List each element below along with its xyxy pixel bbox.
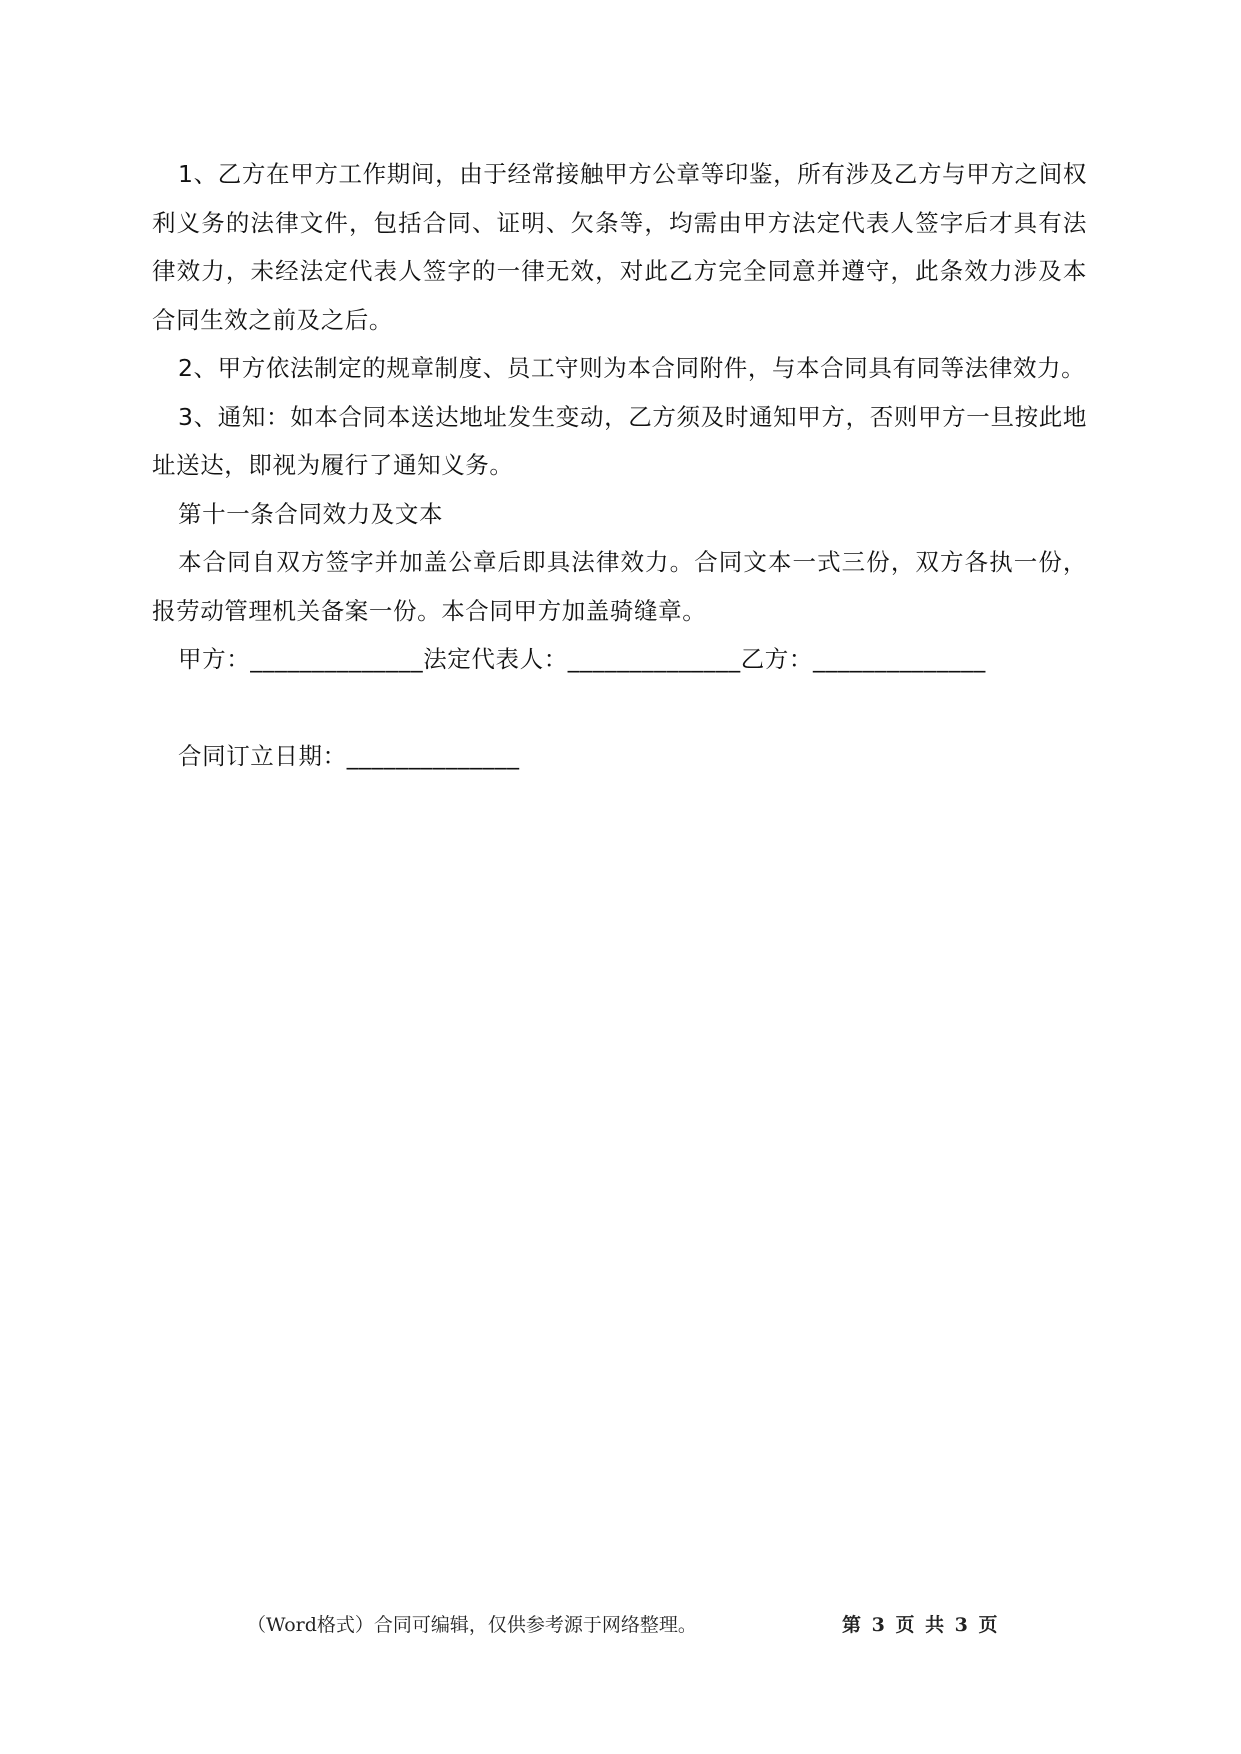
- date-line: 合同订立日期：______________: [178, 741, 520, 770]
- article-heading: 第十一条合同效力及文本: [178, 499, 444, 528]
- effect-paragraph: 本合同自双方签字并加盖公章后即具法律效力。合同文本一式三份，双方各执一份，报劳动管理机关备案一份。本合同甲方加盖骑缝章。: [152, 548, 1087, 625]
- clause-paragraph-3: 3、通知：如本合同本送达地址发生变动，乙方须及时通知甲方，否则甲方一旦按此地址送达，即视为履行了通知义务。: [152, 402, 1087, 479]
- page-number: 第 3 页 共 3 页: [842, 1614, 998, 1636]
- footer-note: （Word格式）合同可编辑，仅供参考源于网络整理。: [247, 1614, 697, 1636]
- signature-line: 甲方：______________法定代表人：______________乙方：______________: [178, 645, 986, 673]
- clause-paragraph-1: 1、乙方在甲方工作期间，由于经常接触甲方公章等印鉴，所有涉及乙方与甲方之间权利义务的法律文件，包括合同、证明、欠条等，均需由甲方法定代表人签字后才具有法律效力，未经法定代表人签字的一律无效，对此乙方完全同意并遵守，此条效力涉及本合同生效之前及之后。: [152, 160, 1087, 334]
- clause-paragraph-2: 2、甲方依法制定的规章制度、员工守则为本合同附件，与本合同具有同等法律效力。: [178, 354, 1086, 382]
- document-body: [152, 150, 1087, 780]
